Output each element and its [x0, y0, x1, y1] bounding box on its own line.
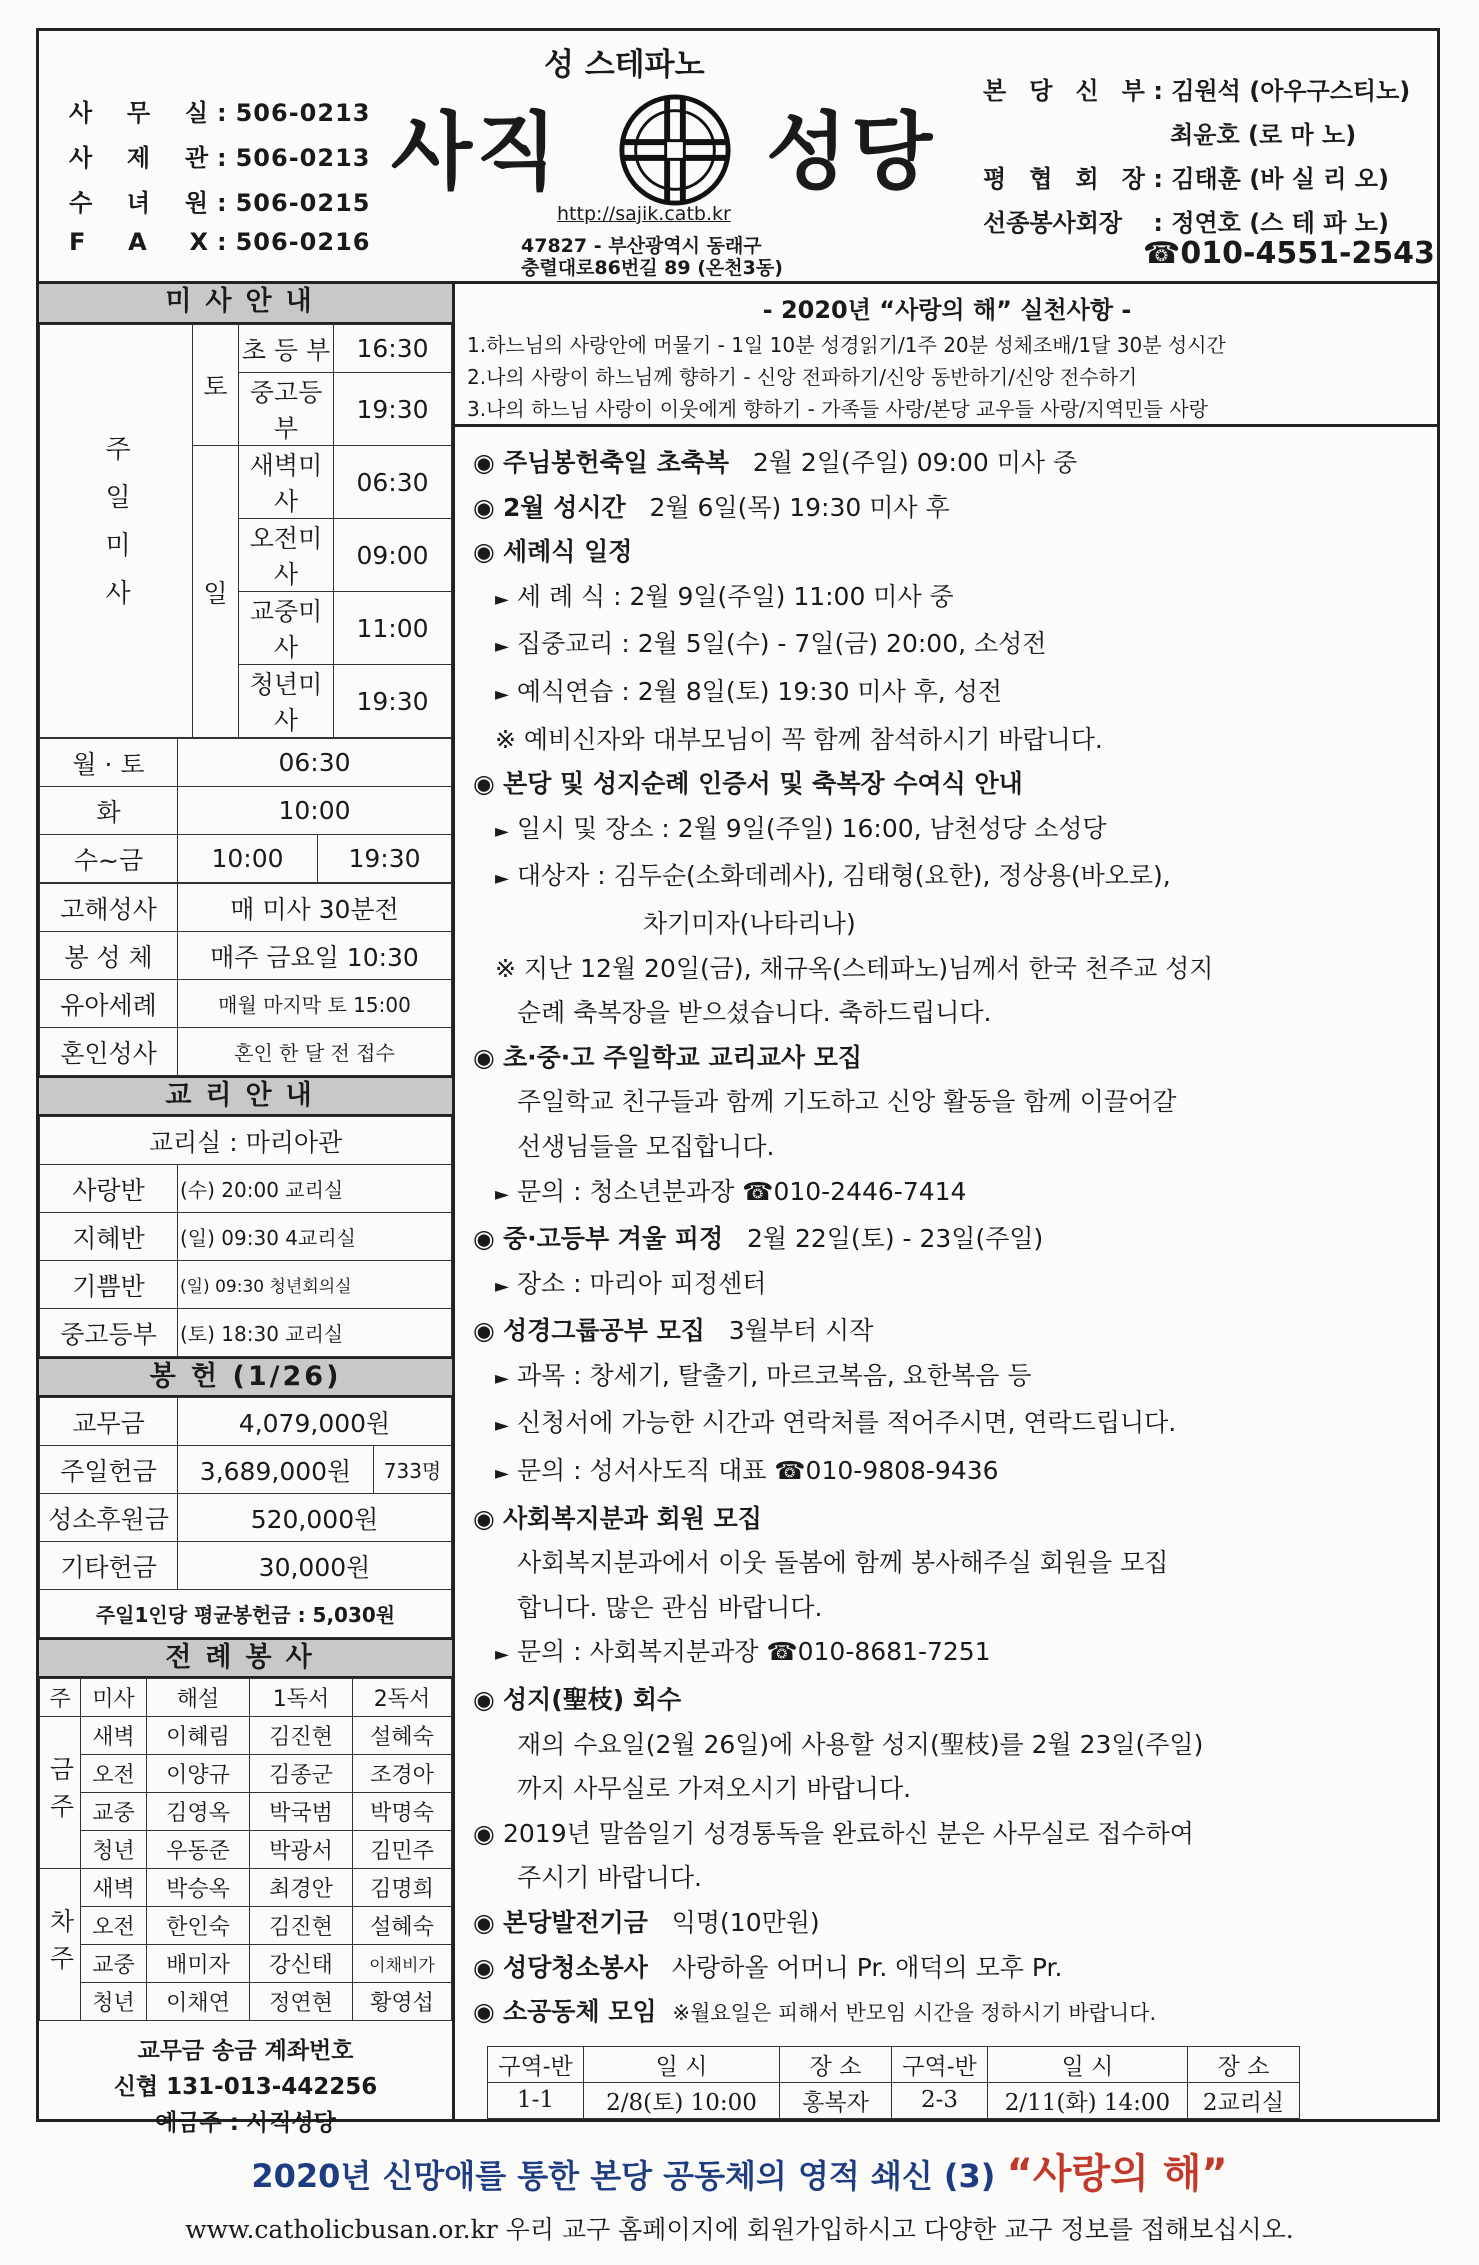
liturgy-cell: 새벽	[81, 1869, 147, 1907]
liturgy-cell: 이혜림	[147, 1717, 250, 1755]
mass-time: 06:30	[334, 446, 452, 519]
liturgy-cell: 이양규	[147, 1755, 250, 1793]
catechism-heading: 교리안내	[39, 1076, 452, 1116]
diocese-footer: www.catholicbusan.or.kr 우리 교구 홈페이지에 회원가입하시고 다양한 교구 정보를 접해보십시오.	[185, 2215, 1294, 2244]
liturgy-cell: 김민주	[353, 1831, 452, 1869]
notice-note: ※ 예비신자와 대부모님이 꼭 함께 참석하시기 바랍니다.	[495, 724, 1103, 754]
liturgy-cell: 교중	[81, 1793, 147, 1831]
mass-time: 09:00	[334, 519, 452, 592]
group-cell: 2교리실	[1188, 2082, 1300, 2118]
patron-saint: 성 스테파노	[544, 47, 705, 83]
liturgy-cell: 김종군	[250, 1755, 353, 1793]
address-line-1: 47827 - 부산광역시 동래구	[521, 235, 762, 257]
notice: ◉ 사회복지분과 회원 모집	[473, 1503, 762, 1533]
liturgy-cell: 박광서	[250, 1831, 353, 1869]
liturgy-cell: 오전	[81, 1907, 147, 1945]
notices	[455, 427, 1437, 2119]
yearly-slogan: 2020년 신망애를 통한 본당 공동체의 영적 쇄신 (3) “사랑의 해”	[251, 2151, 1228, 2197]
account-info	[39, 2021, 452, 2141]
notice-detail: ► 문의 : 사회복지분과장 ☎010-8681-7251	[495, 1637, 991, 1667]
offering-amount: 520,000원	[178, 1494, 452, 1542]
liturgy-header: 주	[40, 1679, 81, 1717]
liturgy-cell: 김명희	[353, 1869, 452, 1907]
sunday-mass-label: 주일미사	[40, 325, 193, 738]
sacrament-info: 매월 마지막 토 15:00	[178, 980, 452, 1028]
sacrament-info: 매주 금요일 10:30	[178, 932, 452, 980]
practice-item: 1.하느님의 사랑안에 머물기 - 1일 10분 성경읽기/1주 20분 성체조배/1달 30분 성시간	[467, 333, 1226, 357]
right-column	[455, 284, 1437, 2119]
group-header: 장 소	[780, 2046, 892, 2082]
weekday-time: 10:00	[178, 835, 318, 883]
notice-note: ※ 지난 12월 20일(금), 채규옥(스테파노)님께서 한국 천주교 성지	[495, 953, 1214, 983]
group-cell: 홍복자	[780, 2082, 892, 2118]
group-cell: 2-3	[892, 2082, 988, 2118]
liturgy-header: 해설	[147, 1679, 250, 1717]
bulletin-header	[39, 31, 1437, 284]
notice-text: 주시기 바랍니다.	[517, 1863, 702, 1893]
assistant-priest-row: 최윤호 (로 마 노)	[1170, 121, 1357, 149]
weekday-label: 수~금	[40, 835, 178, 883]
notice: ◉ 초·중·고 주일학교 교리교사 모집	[473, 1042, 863, 1072]
offering-name: 주일헌금	[40, 1446, 178, 1494]
weekday-label: 월 · 토	[40, 739, 178, 787]
sunday-label: 일	[193, 446, 239, 738]
mass-time: 16:30	[334, 325, 452, 373]
class-name: 기쁨반	[40, 1261, 178, 1309]
class-name: 중고등부	[40, 1309, 178, 1357]
notice-text: 재의 수요일(2월 26일)에 사용할 성지(聖枝)를 2월 23일(주일)	[517, 1729, 1204, 1759]
notice-detail: ► 예식연습 : 2월 8일(토) 19:30 미사 후, 성전	[495, 676, 1003, 706]
liturgy-table	[39, 1678, 452, 2021]
group-cell: 2/8(토) 10:00	[584, 2082, 780, 2118]
weekday-mass-table	[39, 738, 452, 883]
notice-detail: ► 집중교리 : 2월 5일(수) - 7일(금) 20:00, 소성전	[495, 629, 1047, 659]
pastor-row: 본 당 신 부 : 김원석 (아우구스티노)	[983, 77, 1411, 105]
notice: ◉ 주님봉헌축일 초축복 2월 2일(주일) 09:00 미사 중	[473, 448, 1078, 477]
group-cell: 2/11(화) 14:00	[988, 2082, 1188, 2118]
liturgy-cell: 한인숙	[147, 1907, 250, 1945]
class-info: (토) 18:30 교리실	[178, 1309, 452, 1357]
council-president-row: 평 협 회 장 : 김태훈 (바 실 리 오)	[983, 165, 1389, 193]
liturgy-cell: 김진현	[250, 1907, 353, 1945]
liturgy-header: 2독서	[353, 1679, 452, 1717]
group-header: 일 시	[988, 2046, 1188, 2082]
weekday-time: 19:30	[318, 835, 452, 883]
mass-time: 19:30	[334, 373, 452, 446]
notice: ◉ 본당발전기금 익명(10만원)	[473, 1908, 820, 1937]
mass-time: 11:00	[334, 592, 452, 665]
liturgy-cell: 강신태	[250, 1945, 353, 1983]
notice-detail: 차기미자(나타리나)	[643, 908, 856, 938]
sacraments-table	[39, 883, 452, 1076]
offering-amount: 4,079,000원	[178, 1398, 452, 1446]
account-line: 교무금 송금 계좌번호	[137, 2038, 354, 2064]
group-header: 장 소	[1188, 2046, 1300, 2082]
sacrament-name: 고해성사	[40, 884, 178, 932]
sacrament-info: 혼인 한 달 전 접수	[178, 1028, 452, 1076]
bulletin-sheet	[36, 28, 1440, 2136]
class-info: (일) 09:30 4교리실	[178, 1213, 452, 1261]
offering-average: 주일1인당 평균봉헌금 : 5,030원	[40, 1590, 452, 1638]
notice: ◉ 소공동체 모임 ※월요일은 피해서 반모임 시간을 정하시기 바랍니다.	[473, 1997, 1157, 2027]
notice-note: 순례 축복장을 받으셨습니다. 축하드립니다.	[517, 998, 992, 1028]
liturgy-cell: 최경안	[250, 1869, 353, 1907]
small-community-table	[487, 2046, 1300, 2119]
offering-name: 기타헌금	[40, 1542, 178, 1590]
saturday-label: 토	[193, 325, 239, 446]
liturgy-header: 미사	[81, 1679, 147, 1717]
notice: ◉ 세례식 일정	[473, 537, 633, 567]
liturgy-cell: 조경아	[353, 1755, 452, 1793]
weekday-label: 화	[40, 787, 178, 835]
class-info: (수) 20:00 교리실	[178, 1165, 452, 1213]
class-name: 사랑반	[40, 1165, 178, 1213]
parish-name-right: 성당	[766, 103, 937, 201]
liturgy-cell: 박국범	[250, 1793, 353, 1831]
offering-count: 733명	[374, 1446, 452, 1494]
parish-website-link[interactable]: http://sajik.catb.kr	[557, 203, 731, 225]
notice-detail: ► 신청서에 가능한 시간과 연락처를 적어주시면, 연락드립니다.	[495, 1408, 1177, 1438]
mass-schedule-table	[39, 324, 452, 738]
notice-detail: ► 세 례 식 : 2월 9일(주일) 11:00 미사 중	[495, 581, 954, 611]
diocese-site-link[interactable]: www.catholicbusan.or.kr	[185, 2215, 498, 2244]
this-week-label: 금주	[40, 1717, 81, 1869]
mass-name: 중고등부	[239, 373, 334, 446]
mass-guide-heading: 미사안내	[39, 284, 452, 324]
account-line: 예금주 : 사직성당	[155, 2110, 336, 2136]
offering-name: 교무금	[40, 1398, 178, 1446]
sacrament-name: 혼인성사	[40, 1028, 178, 1076]
notice-detail: ► 문의 : 성서사도직 대표 ☎010-9808-9436	[495, 1456, 999, 1486]
notice: ◉ 본당 및 성지순례 인증서 및 축복장 수여식 안내	[473, 769, 1023, 799]
liturgy-cell: 정연현	[250, 1983, 353, 2021]
notice-text: 사회복지분과에서 이웃 돌봄에 함께 봉사해주실 회원을 모집	[517, 1548, 1169, 1578]
liturgy-cell: 교중	[81, 1945, 147, 1983]
group-header: 일 시	[584, 2046, 780, 2082]
liturgy-heading: 전례봉사	[39, 1638, 452, 1678]
offering-table	[39, 1397, 452, 1638]
practice-item: 3.나의 하느님 사랑이 이웃에게 향하기 - 가족들 사랑/본당 교우들 사랑/지역민들 사랑	[467, 397, 1208, 421]
liturgy-cell: 청년	[81, 1831, 147, 1869]
liturgy-cell: 설혜숙	[353, 1717, 452, 1755]
liturgy-cell: 박승옥	[147, 1869, 250, 1907]
left-column	[39, 284, 455, 2136]
liturgy-cell: 청년	[81, 1983, 147, 2021]
notice-detail: ► 대상자 : 김두순(소화데레사), 김태형(요한), 정상용(바오로),	[495, 861, 1171, 891]
weekday-time: 10:00	[178, 787, 452, 835]
liturgy-cell: 새벽	[81, 1717, 147, 1755]
practice-box	[455, 284, 1437, 427]
practice-item: 2.나의 사랑이 하느님께 향하기 - 신앙 전파하기/신앙 동반하기/신앙 전수하기	[467, 365, 1138, 389]
offering-name: 성소후원금	[40, 1494, 178, 1542]
liturgy-cell: 설혜숙	[353, 1907, 452, 1945]
notice-detail: ► 과목 : 창세기, 탈출기, 마르코복음, 요한복음 등	[495, 1360, 1032, 1390]
mass-name: 새벽미사	[239, 446, 334, 519]
group-header: 구역-반	[892, 2046, 988, 2082]
notice: ◉ 성지(聖枝) 회수	[473, 1685, 682, 1715]
liturgy-cell: 이채연	[147, 1983, 250, 2021]
notice-detail: ► 일시 및 장소 : 2월 9일(주일) 16:00, 남천성당 소성당	[495, 813, 1107, 843]
liturgy-cell: 이채비가	[353, 1945, 452, 1983]
rectory-phone-row: 사 제 관 : 506-0213	[69, 144, 371, 172]
notice: ◉ 2월 성시간 2월 6일(목) 19:30 미사 후	[473, 492, 950, 522]
liturgy-cell: 배미자	[147, 1945, 250, 1983]
offering-amount: 3,689,000원	[178, 1446, 374, 1494]
contact-phone: ☎010-4551-2543	[1143, 236, 1435, 271]
notice-text: 선생님들을 모집합니다.	[517, 1131, 775, 1161]
parish-logo-icon	[616, 91, 734, 209]
next-week-label: 차주	[40, 1869, 81, 2021]
notice-text: 까지 사무실로 가져오시기 바랍니다.	[517, 1774, 912, 1804]
liturgy-cell: 황영섭	[353, 1983, 452, 2021]
account-line: 신협 131-013-442256	[113, 2074, 378, 2100]
class-name: 지혜반	[40, 1213, 178, 1261]
notice-detail: ► 문의 : 청소년분과장 ☎010-2446-7414	[495, 1176, 967, 1206]
offering-heading: 봉 헌 (1/26)	[39, 1357, 452, 1397]
notice: ◉ 2019년 말씀일기 성경통독을 완료하신 분은 사무실로 접수하여	[473, 1818, 1194, 1848]
mass-name: 초 등 부	[239, 325, 334, 373]
mass-name: 청년미사	[239, 665, 334, 738]
notice-text: 합니다. 많은 관심 바랍니다.	[517, 1592, 823, 1622]
fax-row: F A X : 506-0216	[69, 228, 371, 256]
group-header: 구역-반	[488, 2046, 584, 2082]
sacrament-name: 유아세례	[40, 980, 178, 1028]
notice-detail: ► 장소 : 마리아 피정센터	[495, 1268, 767, 1298]
liturgy-cell: 김진현	[250, 1717, 353, 1755]
mass-name: 오전미사	[239, 519, 334, 592]
class-info: (일) 09:30 청년회의실	[178, 1261, 452, 1309]
practice-title: - 2020년 “사랑의 해” 실천사항 -	[762, 296, 1132, 324]
liturgy-cell: 우동준	[147, 1831, 250, 1869]
office-phone-row: 사 무 실 : 506-0213	[69, 99, 371, 127]
notice-text: 주일학교 친구들과 함께 기도하고 신앙 활동을 함께 이끌어갈	[517, 1087, 1177, 1117]
notice: ◉ 중·고등부 겨울 피정 2월 22일(토) - 23일(주일)	[473, 1224, 1044, 1254]
offering-amount: 30,000원	[178, 1542, 452, 1590]
liturgy-cell: 오전	[81, 1755, 147, 1793]
mass-name: 교중미사	[239, 592, 334, 665]
catechism-table	[39, 1116, 452, 1357]
sacrament-info: 매 미사 30분전	[178, 884, 452, 932]
weekday-time: 06:30	[178, 739, 452, 787]
notice: ◉ 성당청소봉사 사랑하올 어머니 Pr. 애덕의 모후 Pr.	[473, 1952, 1063, 1982]
liturgy-cell: 김영옥	[147, 1793, 250, 1831]
notice: ◉ 성경그룹공부 모집 3월부터 시작	[473, 1316, 874, 1346]
funeral-service-head-row: 선종봉사회장 : 정연호 (스 테 파 노)	[983, 209, 1389, 237]
liturgy-header: 1독서	[250, 1679, 353, 1717]
mass-time: 19:30	[334, 665, 452, 738]
parish-name-left: 사직	[391, 103, 562, 201]
address-line-2: 충렬대로86번길 89 (온천3동)	[521, 257, 783, 279]
liturgy-cell: 박명숙	[353, 1793, 452, 1831]
group-cell: 1-1	[488, 2082, 584, 2118]
convent-phone-row: 수 녀 원 : 506-0215	[69, 189, 371, 217]
catechism-room: 교리실 : 마리아관	[40, 1117, 452, 1165]
sacrament-name: 봉 성 체	[40, 932, 178, 980]
